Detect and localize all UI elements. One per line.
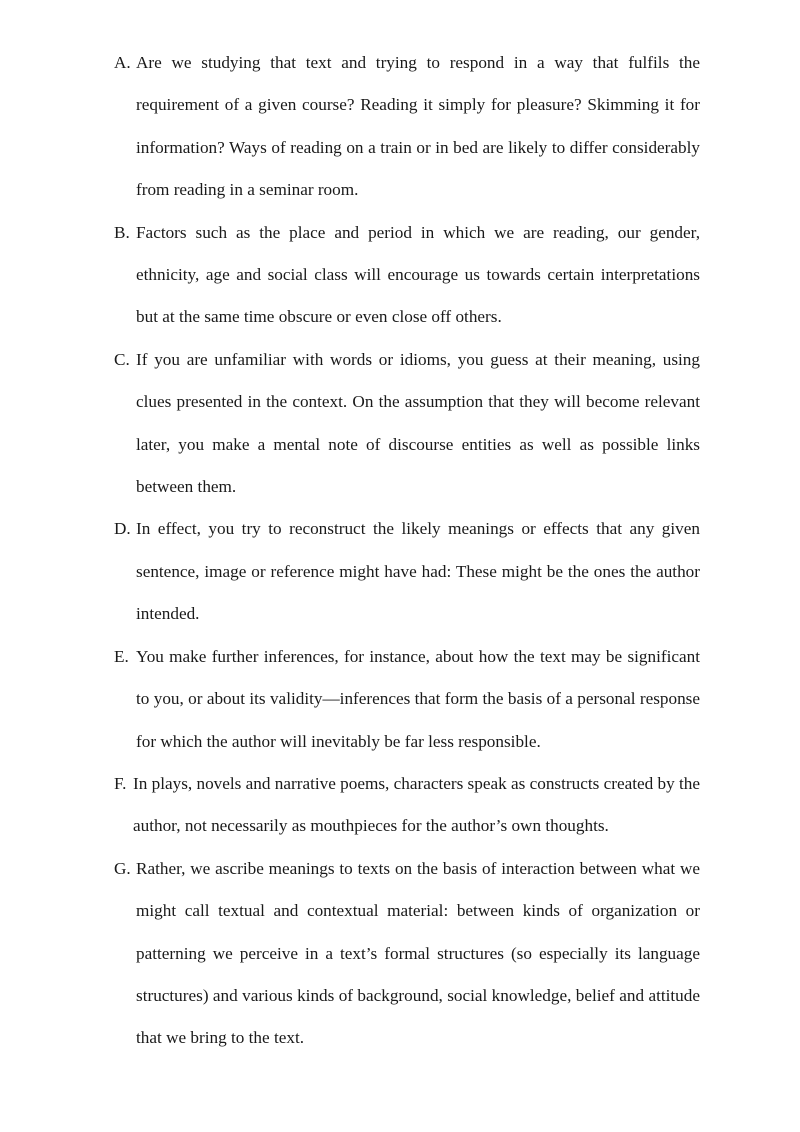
option-text: If you are unfamiliar with words or idioms, you guess at their meaning, using clues presented in the context. On the assumption that they will become relevant later, you make a mental note of discourse entities as well as possible links between them.: [136, 349, 700, 497]
option-list: [114, 42, 700, 1060]
option-g: [114, 848, 700, 1060]
option-text: Rather, we ascribe meanings to texts on the basis of interaction between what we might call textual and contextual material: between kinds of organization or patterning we perceive in a text’s formal structures (so especially its language structures) and various kinds of background, social knowledge, belief and attitude that we bring to the text.: [136, 858, 700, 1048]
option-e: [114, 636, 700, 763]
option-a: [114, 42, 700, 212]
option-text: In effect, you try to reconstruct the likely meanings or effects that any given sentence, image or reference might have had: These might be the ones the author intended.: [136, 519, 700, 624]
option-letter: D.: [114, 519, 131, 539]
option-letter: G.: [114, 858, 131, 878]
option-f: [114, 763, 700, 848]
option-letter: F.: [114, 773, 127, 793]
option-text: You make further inferences, for instance, about how the text may be significant to you, or about its validity—inferences that form the basis of a personal response for which the author will inevitably be far less responsible.: [136, 646, 700, 751]
option-letter: C.: [114, 349, 130, 369]
option-b: [114, 212, 700, 339]
option-letter: A.: [114, 53, 131, 72]
option-letter: E.: [114, 646, 129, 666]
option-letter: B.: [114, 222, 130, 242]
option-c: [114, 339, 700, 509]
option-d: [114, 508, 700, 635]
option-text: In plays, novels and narrative poems, characters speak as constructs created by the author, not necessarily as mouthpieces for the author’s own thoughts.: [133, 773, 700, 836]
option-text: Factors such as the place and period in which we are reading, our gender, ethnicity, age and social class will encourage us towards certain interpretations but at the same time obscure or even close off others.: [136, 222, 700, 327]
option-text: Are we studying that text and trying to respond in a way that fulfils the requirement of a given course? Reading it simply for pleasure? Skimming it for information? Ways of reading on a train or in bed are likely to differ considerably from reading in a seminar room.: [136, 53, 700, 200]
